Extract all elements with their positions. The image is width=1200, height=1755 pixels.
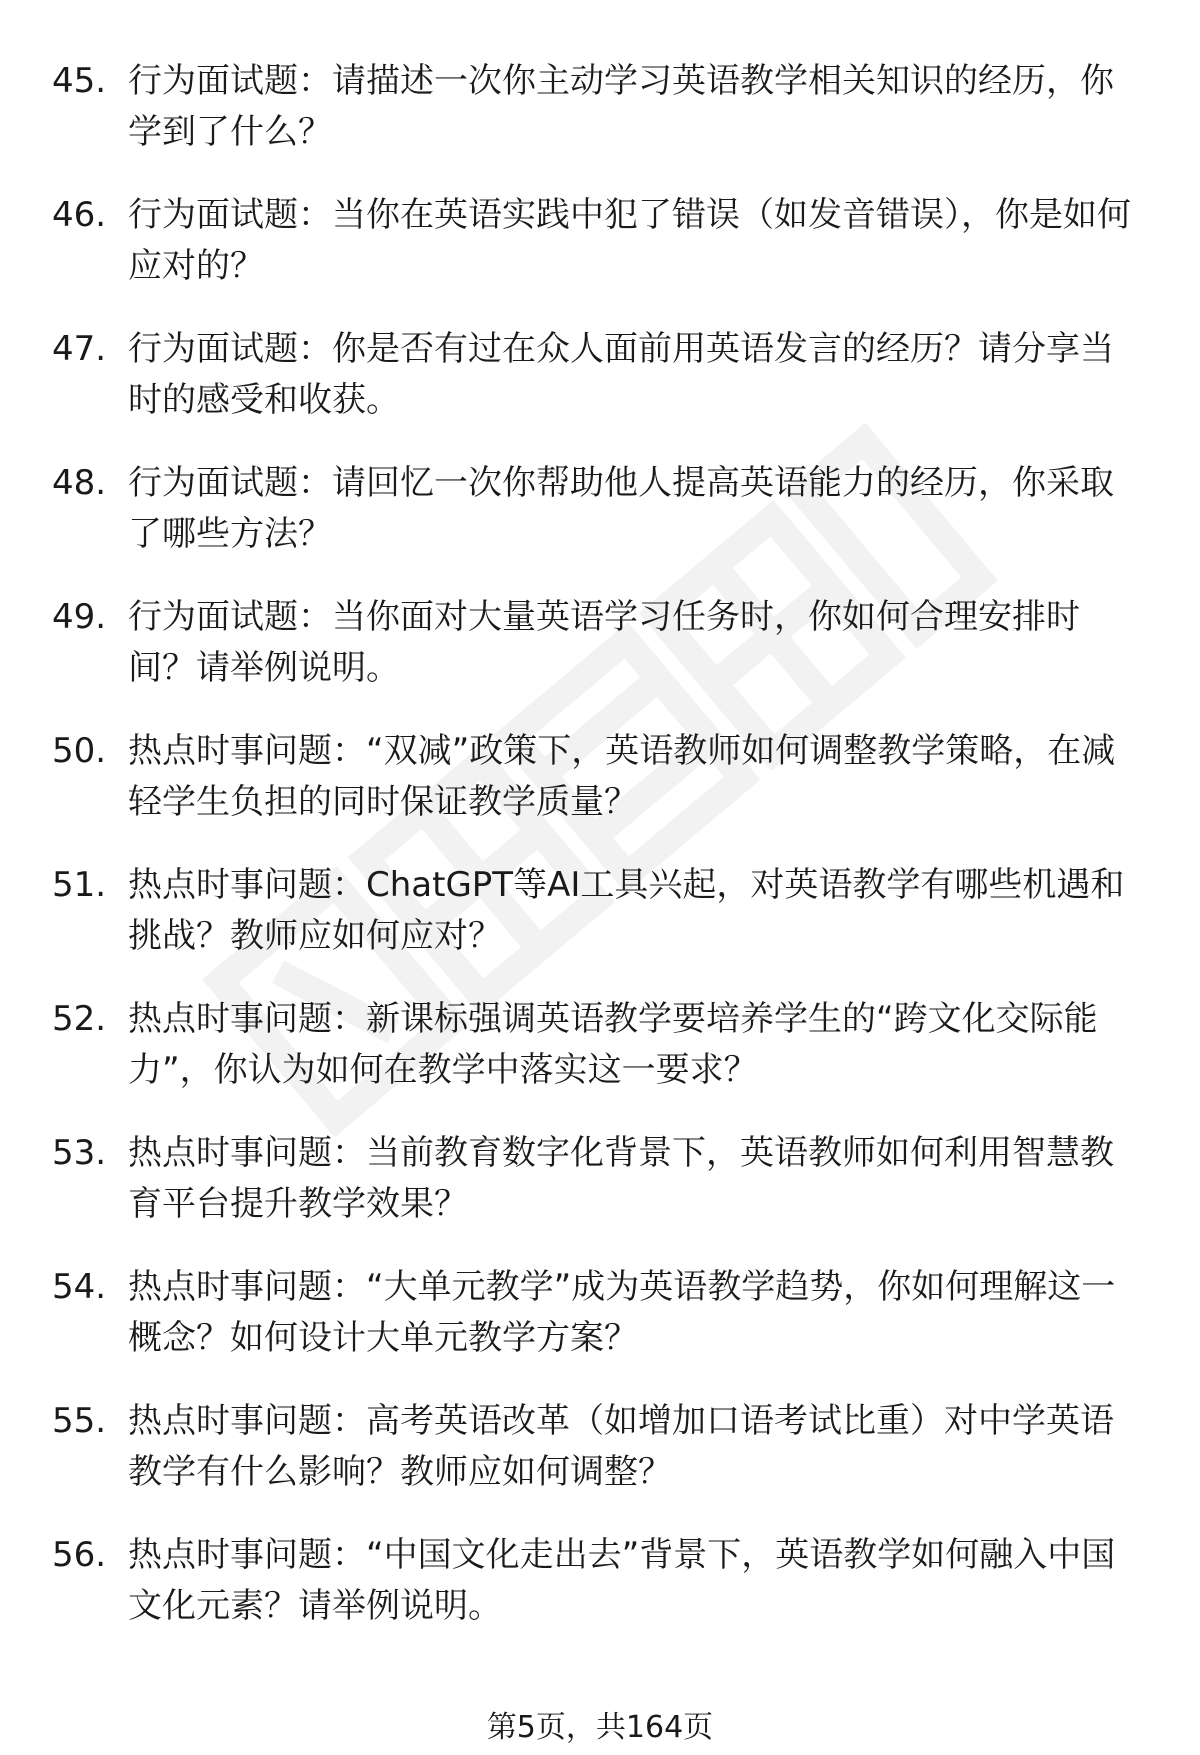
list-item bbox=[0, 324, 1200, 426]
question-text: 行为面试题：当你在英语实践中犯了错误（如发音错误），你是如何应对的？ bbox=[128, 195, 1131, 286]
list-item bbox=[0, 726, 1200, 828]
list-item bbox=[0, 860, 1200, 962]
question-number: 50. bbox=[52, 731, 107, 771]
question-text: 行为面试题：当你面对大量英语学习任务时，你如何合理安排时间？请举例说明。 bbox=[128, 597, 1080, 688]
question-text: 热点时事问题：“大单元教学”成为英语教学趋势，你如何理解这一概念？如何设计大单元教学方案？ bbox=[128, 1267, 1116, 1358]
list-item bbox=[0, 994, 1200, 1096]
list-item bbox=[0, 190, 1200, 292]
list-item bbox=[0, 56, 1200, 158]
question-number: 47. bbox=[52, 329, 107, 369]
question-number: 56. bbox=[52, 1535, 107, 1575]
question-text: 热点时事问题：“双减”政策下，英语教师如何调整教学策略，在减轻学生负担的同时保证教学质量？ bbox=[128, 731, 1116, 822]
question-text: 热点时事问题：当前教育数字化背景下，英语教师如何利用智慧教育平台提升教学效果？ bbox=[128, 1133, 1114, 1224]
question-list bbox=[0, 56, 1200, 1664]
question-text: 热点时事问题：新课标强调英语教学要培养学生的“跨文化交际能力”，你认为如何在教学中落实这一要求？ bbox=[128, 999, 1098, 1090]
list-item bbox=[0, 1128, 1200, 1230]
list-item bbox=[0, 1262, 1200, 1364]
question-number: 55. bbox=[52, 1401, 107, 1441]
list-item bbox=[0, 458, 1200, 560]
question-number: 51. bbox=[52, 865, 107, 905]
question-text: 热点时事问题：高考英语改革（如增加口语考试比重）对中学英语教学有什么影响？教师应如何调整？ bbox=[128, 1401, 1114, 1492]
question-text: 热点时事问题：“中国文化走出去”背景下，英语教学如何融入中国文化元素？请举例说明。 bbox=[128, 1535, 1116, 1626]
question-number: 49. bbox=[52, 597, 107, 637]
page-footer: 第5页，共164页 bbox=[486, 1710, 714, 1745]
list-item bbox=[0, 1396, 1200, 1498]
question-number: 46. bbox=[52, 195, 107, 235]
question-text: 行为面试题：你是否有过在众人面前用英语发言的经历？请分享当时的感受和收获。 bbox=[128, 329, 1114, 420]
question-text: 热点时事问题：ChatGPT等AI工具兴起，对英语教学有哪些机遇和挑战？教师应如何应对？ bbox=[128, 865, 1125, 956]
question-text: 行为面试题：请回忆一次你帮助他人提高英语能力的经历，你采取了哪些方法？ bbox=[128, 463, 1114, 554]
question-number: 45. bbox=[52, 61, 107, 101]
list-item bbox=[0, 1530, 1200, 1632]
question-number: 48. bbox=[52, 463, 107, 503]
question-number: 52. bbox=[52, 999, 107, 1039]
question-number: 53. bbox=[52, 1133, 107, 1173]
list-item bbox=[0, 592, 1200, 694]
question-text: 行为面试题：请描述一次你主动学习英语教学相关知识的经历，你学到了什么？ bbox=[128, 61, 1114, 152]
question-number: 54. bbox=[52, 1267, 107, 1307]
